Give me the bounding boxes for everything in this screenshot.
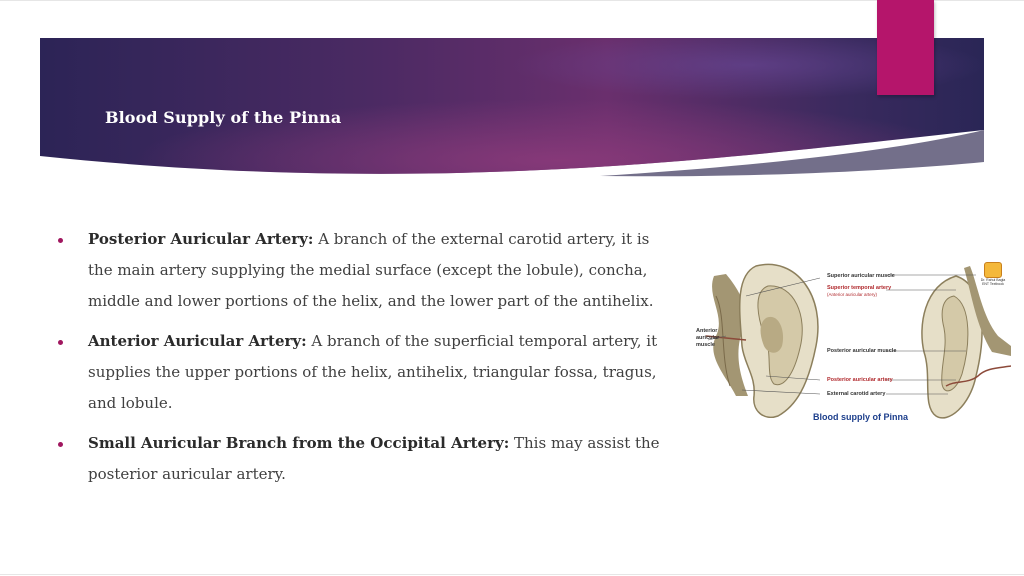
ear-illustration [686,256,1011,432]
label-anterior-auricular-muscle-2: auricular [696,335,720,341]
label-superior-temporal-artery: Superior temporal artery [827,285,892,291]
bullet-body: This may assist the posterior auricular artery. [88,434,660,483]
bullet-list [58,224,678,499]
bullet-term: Anterior Auricular Artery: [88,332,307,350]
bullet-text [88,224,678,317]
label-posterior-auricular-artery: Posterior auricular artery [827,377,893,383]
bullet-item [58,224,678,317]
bullet-text [88,326,678,419]
label-anterior-auricular-muscle-1: Anterior [696,328,718,334]
pinna-blood-supply-figure [686,256,1011,432]
logo-text: Dr. Rahul Bagla ENT Textbook [980,278,1006,286]
figure-caption: Blood supply of Pinna [813,412,908,422]
top-border [0,0,1024,1]
accent-tab [877,0,934,95]
bullet-dot-icon [58,238,63,243]
logo-icon [984,262,1002,278]
bullet-dot-icon [58,340,63,345]
bottom-border [0,574,1024,575]
bullet-dot-icon [58,442,63,447]
label-external-carotid-artery: External carotid artery [827,391,886,397]
slide-title: Blood Supply of the Pinna [105,108,342,127]
bullet-term: Posterior Auricular Artery: [88,230,314,248]
label-superior-auricular-muscle: Superior auricular muscle [827,273,895,279]
bullet-text [88,428,678,490]
bullet-term: Small Auricular Branch from the Occipital Artery: [88,434,510,452]
bullet-body: A branch of the superficial temporal artery, it supplies the upper portions of the helix, antihelix, triangular fossa, tragus, and lobule. [88,332,658,412]
bullet-item [58,326,678,419]
bullet-item [58,428,678,490]
bullet-body: A branch of the external carotid artery, it is the main artery supplying the medial surface (except the lobule), concha, middle and lower portions of the helix, and the lower part of the antihelix. [88,230,654,310]
label-posterior-auricular-muscle: Posterior auricular muscle [827,348,897,354]
label-anterior-auricular-muscle-3: muscle [696,342,715,348]
label-anterior-auricular-artery: (Anterior auricular artery) [827,292,878,297]
